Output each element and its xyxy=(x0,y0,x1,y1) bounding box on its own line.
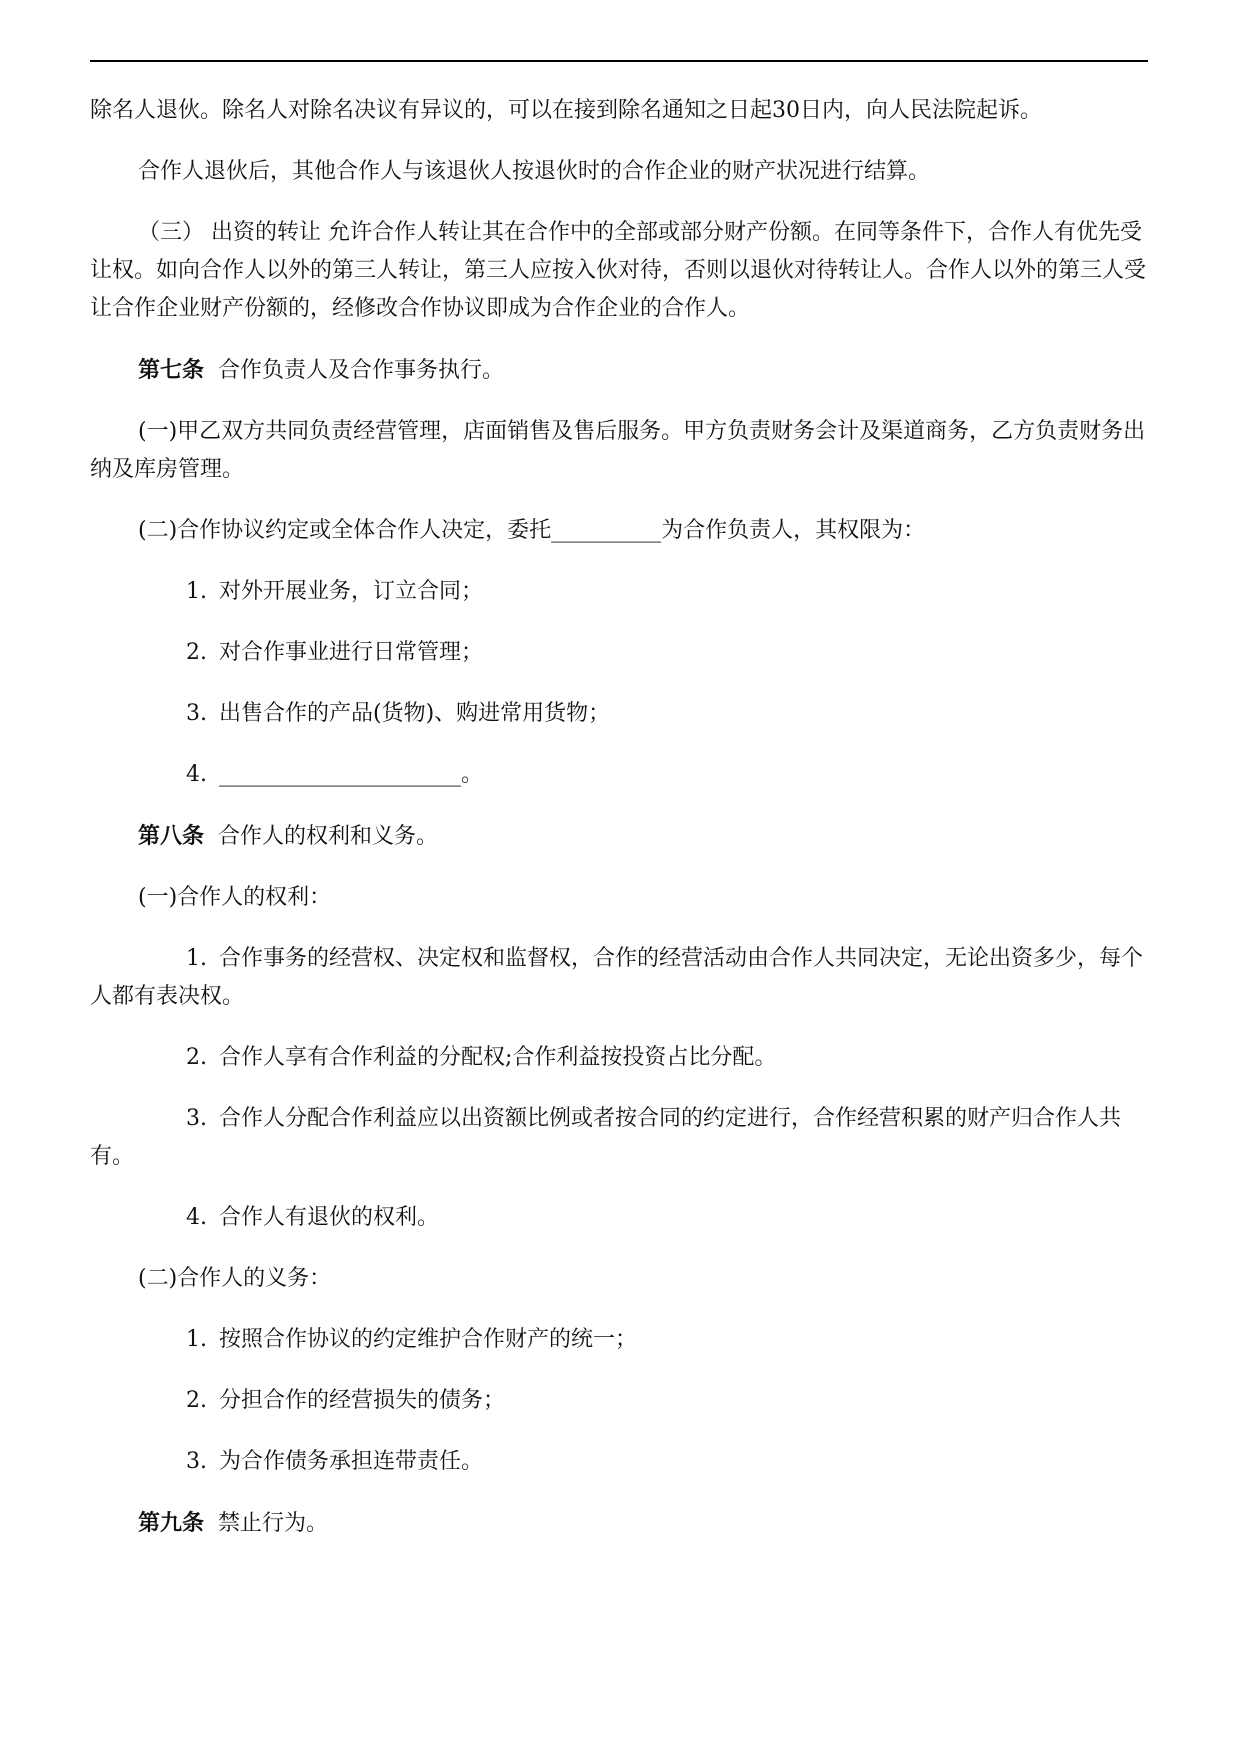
paragraph-joint-management: (一)甲乙双方共同负责经营管理，店面销售及售后服务。甲方负责财务会计及渠道商务，乙方负责财务出纳及库房管理。 xyxy=(90,419,1146,482)
list-text: 按照合作协议的约定维护合作财产的统一； xyxy=(219,1327,638,1352)
article-title: 禁止行为。 xyxy=(218,1511,329,1536)
list-item xyxy=(90,1100,1148,1176)
list-item xyxy=(90,1199,1148,1237)
list-number: 1. xyxy=(186,1327,207,1352)
article-8-heading xyxy=(90,817,1148,856)
list-number: 2. xyxy=(186,1045,207,1070)
article-number: 第七条 xyxy=(138,357,205,383)
article-7-heading xyxy=(90,351,1148,390)
section-heading-rights: (一)合作人的权利： xyxy=(138,885,332,910)
list-number: 3. xyxy=(186,1106,207,1131)
article-title: 合作人的权利和义务。 xyxy=(218,824,439,849)
list-text: 对外开展业务，订立合同； xyxy=(219,579,484,604)
document-body xyxy=(90,92,1148,1566)
paragraph-settlement: 合作人退伙后，其他合作人与该退伙人按退伙时的合作企业的财产状况进行结算。 xyxy=(138,159,931,184)
header-rule xyxy=(90,60,1148,62)
list-text: 对合作事业进行日常管理； xyxy=(219,640,484,665)
paragraph-expulsion: 除名人退伙。除名人对除名决议有异议的，可以在接到除名通知之日起30日内，向人民法院起诉。 xyxy=(90,98,1042,123)
list-item xyxy=(90,1321,1148,1359)
list-text: 合作事务的经营权、决定权和监督权，合作的经营活动由合作人共同决定，无论出资多少，每个人都有表决权。 xyxy=(90,946,1144,1009)
list-item xyxy=(90,756,1148,794)
list-item xyxy=(90,1039,1148,1077)
list-number: 1. xyxy=(186,946,207,971)
list-item xyxy=(90,695,1148,733)
list-item xyxy=(90,1443,1148,1481)
list-item xyxy=(90,634,1148,672)
article-title: 合作负责人及合作事务执行。 xyxy=(218,358,505,383)
list-text: 为合作债务承担连带责任。 xyxy=(219,1449,484,1474)
article-number: 第八条 xyxy=(138,823,205,849)
list-number: 2. xyxy=(186,1388,207,1413)
paragraph-entrust-leader: (二)合作协议约定或全体合作人决定，委托__________为合作负责人，其权限为： xyxy=(138,518,926,543)
list-item xyxy=(90,573,1148,611)
fill-in-blank: ______________________。 xyxy=(219,762,484,787)
list-number: 3. xyxy=(186,701,207,726)
list-number: 2. xyxy=(186,640,207,665)
list-text: 分担合作的经营损失的债务； xyxy=(219,1388,506,1413)
list-number: 1. xyxy=(186,579,207,604)
list-text: 合作人享有合作利益的分配权;合作利益按投资占比分配。 xyxy=(219,1045,777,1070)
list-item xyxy=(90,1382,1148,1420)
article-9-heading xyxy=(90,1504,1148,1543)
list-item xyxy=(90,940,1148,1016)
section-heading-obligations: (二)合作人的义务： xyxy=(138,1266,332,1291)
list-text: 合作人有退伙的权利。 xyxy=(219,1205,440,1230)
paragraph-capital-transfer: （三） 出资的转让 允许合作人转让其在合作中的全部或部分财产份额。在同等条件下，合作人有优先受让权。如向合作人以外的第三人转让，第三人应按入伙对待，否则以退伙对待转让人。合作人以外的第三人受让合作企业财产份额的，经修改合作协议即成为合作企业的合作人。 xyxy=(90,220,1147,321)
list-number: 4. xyxy=(186,762,207,787)
list-text: 出售合作的产品(货物)、购进常用货物； xyxy=(219,701,611,726)
article-number: 第九条 xyxy=(138,1510,205,1536)
list-number: 3. xyxy=(186,1449,207,1474)
list-number: 4. xyxy=(186,1205,207,1230)
list-text: 合作人分配合作利益应以出资额比例或者按合同的约定进行，合作经营积累的财产归合作人共有。 xyxy=(90,1106,1122,1169)
